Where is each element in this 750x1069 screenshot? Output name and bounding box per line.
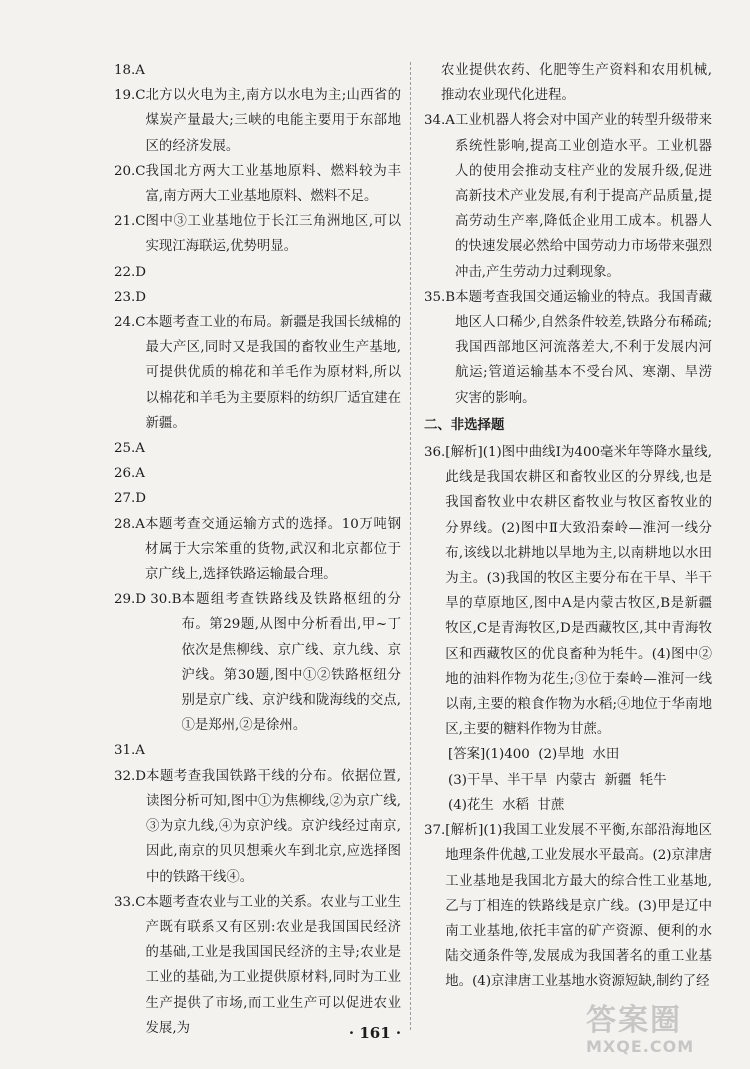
answer-item <box>114 260 401 285</box>
item-number: 29.D 30.B <box>114 592 182 608</box>
watermark-text: 答案圈 <box>586 1003 682 1038</box>
answer-item <box>114 890 401 1041</box>
item-text: 图中③工业基地位于长江三角洲地区,可以实现江海联运,优势明显。 <box>145 214 401 255</box>
item-text: (1)图中曲线Ⅰ为400毫米年等降水量线,此线是我国农耕区和畜牧业区的分界线,也是我国畜牧业中农耕区畜牧业与牧区畜牧业的分界线。(2)图中Ⅱ大致沿秦岭—淮河一线分布,该线以北耕地以旱地为主,以南耕地以水田为主。(3)我国的牧区主要分布在干旱、半干旱的草原地区,图中A是内蒙古牧区,B是新疆牧区,C是青海牧区,D是西藏牧区,其中青海牧区和西藏牧区的优良畜种为牦牛。(4)图中②地的油料作物为花生;③位于秦岭—淮河一线以南,主要的粮食作物为水稻;④地位于华南地区,主要的糖料作物为甘蔗。 <box>445 445 712 738</box>
item-number: 33.C <box>114 894 146 910</box>
analysis-tag: [解析] <box>445 445 483 461</box>
answer-item <box>114 738 401 763</box>
analysis-tag: [解析] <box>445 823 484 839</box>
item-number: 25.A <box>114 441 145 457</box>
column-divider <box>410 62 411 1030</box>
answer-item <box>114 461 401 486</box>
item-text <box>146 285 401 310</box>
item-text <box>145 738 401 763</box>
item-number: 20.C <box>114 163 146 179</box>
item-text: 本题考查我国交通运输业的特点。我国青藏地区人口稀少,自然条件较差,铁路分布稀疏;我国西部地区河流落差大,不利于发展内河航运;管道运输基本不受台风、寒潮、旱涝灾害的影响。 <box>455 289 712 406</box>
answer-item <box>114 436 401 461</box>
item-number: 37. <box>424 823 446 839</box>
right-column <box>424 58 712 995</box>
item-number: 22.D <box>114 264 147 280</box>
item-number: 34.A <box>424 113 455 129</box>
answer-item <box>114 587 401 738</box>
item-text: 本题考查工业的布局。新疆是我国长绒棉的最大产区,同时又是我国的畜牧业生产基地,可提供优质的棉花和羊毛作为原材料,所以以棉花和羊毛为主要原料的纺织厂适宜建在新疆。 <box>145 315 401 431</box>
answer-line: (4)花生 水稻 甘蔗 <box>448 797 565 813</box>
item-text: (1)我国工业发展不平衡,东部沿海地区地理条件优越,工业发展水平最高。(2)京津唐工业基地是我国北方最大的综合性工业基地,乙与丁相连的铁路线是京广线。(3)甲是辽中南工业基地,依托丰富的矿产资源、便利的水陆交通条件等,发展成为我国著名的重工业基地。(4)京津唐工业基地水资源短缺,制约了经 <box>445 823 712 990</box>
page-number: · 161 · <box>348 1024 402 1042</box>
answer-item <box>114 486 401 511</box>
answer-item <box>114 159 401 209</box>
continued-text <box>424 58 712 108</box>
item-number: 36. <box>424 445 446 461</box>
item-number: 24.C <box>114 315 146 331</box>
item-text: 本题考查我国铁路干线的分布。依据位置,读图分析可知,图中①为焦柳线,②为京广线,③为京九线,④为京沪线。京沪线经过南京,因此,南京的贝贝想乘火车到北京,应选择图中的铁路干线④。 <box>146 768 401 885</box>
item-text: 我国北方两大工业基地原料、燃料较为丰富,南方两大工业基地原料、燃料不足。 <box>145 163 401 205</box>
item-text: 本题考查农业与工业的关系。农业与工业生产既有联系又有区别:农业是我国国民经济的基础,工业是我国国民经济的主导;农业是工业的基础,为工业提供原材料,同时为工业生产提供了市场,而工业生产可以促进农业发展,为 <box>145 894 401 1036</box>
item-number: 23.D <box>114 289 147 305</box>
item-text <box>146 486 401 511</box>
answer-item <box>114 764 401 890</box>
answer-item <box>424 108 712 284</box>
item-number: 21.C <box>114 214 146 230</box>
section-heading: 二、非选择题 <box>424 416 505 433</box>
item-text <box>145 58 401 83</box>
item-number: 27.D <box>114 491 147 507</box>
item-text: 本题组考查铁路线及铁路枢纽的分布。第29题,从图中分析看出,甲~丁依次是焦柳线、京广线、京九线、京沪线。第30题,图中①②铁路枢纽分别是京广线、京沪线和陇海线的交点,①是郑州,②是徐州。 <box>181 592 401 734</box>
watermark-url: MXQE.COM <box>586 1037 695 1056</box>
answer-item <box>114 58 401 83</box>
answer-tag: [答案] <box>448 747 486 763</box>
item-text: 本题考查交通运输方式的选择。10万吨钢材属于大宗笨重的货物,武汉和北京都位于京广线上,选择铁路运输最合理。 <box>144 516 401 583</box>
answer-line: (3)干旱、半干旱 内蒙古 新疆 牦牛 <box>448 772 667 788</box>
item-number: 28.A <box>114 516 145 532</box>
answer-item <box>114 209 401 259</box>
answer-item-36 <box>424 440 712 742</box>
item-text <box>145 461 401 486</box>
item-number: 32.D <box>114 768 147 784</box>
item-number: 18.A <box>114 63 145 78</box>
item-number: 19.C <box>114 88 146 104</box>
answer-text: (1)400 (2)旱地 水田 <box>485 747 620 763</box>
watermark-logo <box>586 1005 736 1063</box>
item-number: 31.A <box>114 743 145 759</box>
item-text <box>146 260 401 285</box>
answer-line <box>424 742 712 767</box>
item-text: 工业机器人将会对中国产业的转型升级带来系统性影响,提高工业创造水平。工业机器人的使用会推动支柱产业的发展升级,促进高新技术产业发展,有利于提高产品质量,提高劳动生产率,降低企业用工成本。机器人的快速发展必然给中国劳动力市场带来强烈冲击,产生劳动力过剩现象。 <box>454 113 712 280</box>
answer-item <box>114 310 401 436</box>
left-column <box>114 58 401 1041</box>
item-text: 北方以火电为主,南方以水电为主;山西省的煤炭产量最大;三峡的电能主要用于东部地区的经济发展。 <box>145 88 401 154</box>
item-number: 26.A <box>114 466 145 482</box>
answer-item <box>114 83 401 159</box>
answer-item <box>114 512 401 588</box>
answer-item <box>114 285 401 310</box>
answer-item <box>424 285 712 411</box>
item-text: 农业提供农药、化肥等生产资料和农用机械,推动农业现代化进程。 <box>441 63 712 104</box>
answer-item-37 <box>424 818 712 994</box>
item-text <box>145 436 401 461</box>
item-number: 35.B <box>424 289 456 305</box>
